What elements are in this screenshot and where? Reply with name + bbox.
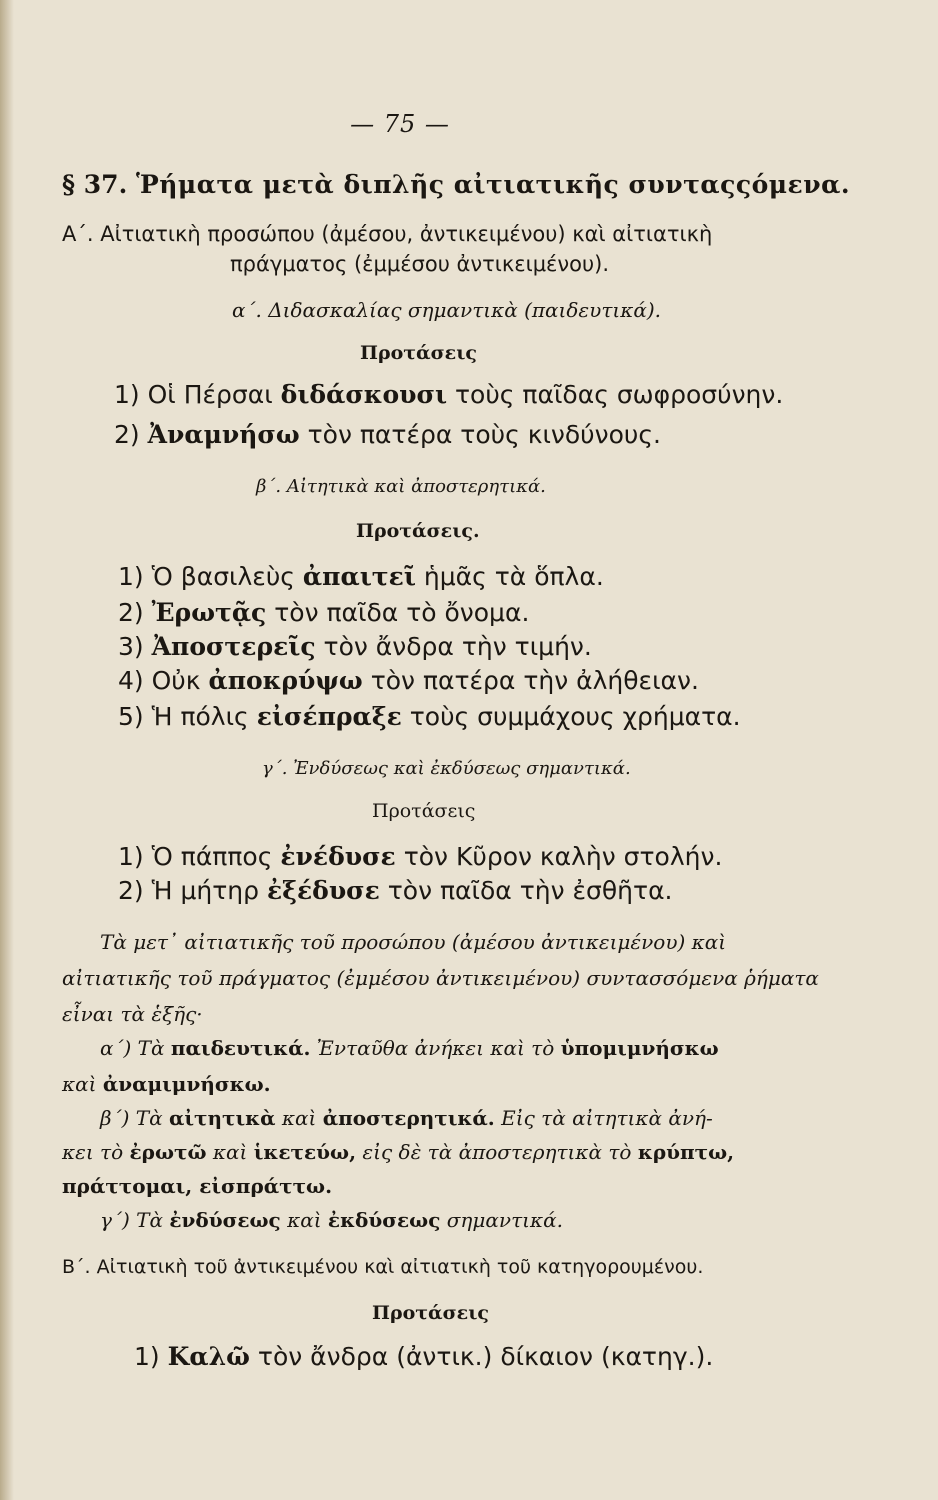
example-a-2: [114, 420, 661, 449]
example-post: τὸν πατέρα τὴν ἀλήθειαν.: [370, 666, 699, 695]
bold-term: παιδευτικά.: [170, 1036, 311, 1060]
text: καὶ: [62, 1072, 97, 1096]
subsection-a-protaseis: Προτάσεις: [360, 342, 477, 364]
bold-term: ἀναμιμνήσκω.: [102, 1072, 271, 1096]
subsection-a-title: α΄. Διδασκαλίας σημαντικὰ (παιδευτικά).: [232, 298, 662, 322]
paragraph-item-b-cont-2: [62, 1174, 332, 1198]
example-mid: τὸν ἄνδρα: [257, 1342, 389, 1371]
paragraph-item-b: [100, 1106, 713, 1130]
example-verb: Καλῶ: [167, 1342, 250, 1371]
example-post: τοὺς συμμάχους χρήματα.: [409, 702, 741, 731]
subsection-b-title: β΄. Αἰτητικὰ καὶ ἀποστερητικά.: [256, 476, 546, 497]
text: Ἐνταῦθα ἀνήκει καὶ τὸ: [316, 1036, 555, 1060]
example-verb: ἐνέδυσε: [280, 842, 396, 871]
example-number: 1): [118, 562, 144, 591]
section-number: § 37.: [62, 170, 128, 199]
paragraph-item-c: [100, 1208, 563, 1232]
page-gutter-shadow: [0, 0, 14, 1500]
subsection-b-protaseis: Προτάσεις.: [356, 520, 480, 542]
example-b-3: [118, 632, 592, 661]
example-c-1: [118, 842, 722, 871]
bold-term: κρύπτω,: [637, 1140, 735, 1164]
bold-term: αἰτητικὰ: [168, 1106, 276, 1130]
example-verb: ἀπαιτεῖ: [302, 562, 416, 591]
text: σημαντικά.: [446, 1208, 563, 1232]
paragraph-line-1: Τὰ μετ᾽ αἰτιατικῆς τοῦ προσώπου (ἀμέσου ἀντικειμένου) καὶ: [100, 930, 727, 954]
example-abbr: (ἀντικ.): [396, 1342, 493, 1371]
paragraph-line-3: εἶναι τὰ ἑξῆς·: [62, 1002, 203, 1026]
section-title: Ῥήματα μετὰ διπλῆς αἰτιατικῆς συνταςςόμενα.: [136, 170, 851, 199]
example-post: τὸν ἄνδρα τὴν τιμήν.: [323, 632, 592, 661]
example-number: 3): [118, 632, 144, 661]
text: καὶ: [212, 1140, 248, 1164]
example-number: 1): [134, 1342, 160, 1371]
example-number: 1): [114, 380, 140, 409]
example-verb: Ἀποστερεῖς: [151, 632, 316, 661]
bold-term: ἐκδύσεως: [327, 1208, 441, 1232]
section-a-line-1: Α΄. Αἰτιατικὴ προσώπου (ἀμέσου, ἀντικειμένου) καὶ αἰτιατικὴ: [62, 222, 713, 246]
example-b-1: [118, 562, 604, 591]
example-abbr: (κατηγ.).: [600, 1342, 714, 1371]
example-post: τὸν παῖδα τὴν ἐσθῆτα.: [387, 876, 673, 905]
bold-term: ὑπομιμνήσκω: [560, 1036, 719, 1060]
paragraph-item-b-cont: [62, 1140, 734, 1164]
example-post: τὸν παῖδα τὸ ὄνομα.: [274, 598, 530, 627]
text: καὶ: [281, 1106, 317, 1130]
example-c-2: [118, 876, 673, 905]
example-verb: εἰσέπραξε: [256, 702, 402, 731]
example-number: 2): [114, 420, 140, 449]
bold-term: πράττομαι, εἰσπράττω.: [62, 1174, 333, 1198]
example-number: 2): [118, 598, 144, 627]
paragraph-line-2: αἰτιατικῆς τοῦ πράγματος (ἐμμέσου ἀντικειμένου) συντασσόμενα ῥήματα: [62, 966, 819, 990]
bold-term: ἀποστερητικά.: [322, 1106, 495, 1130]
section-b-line: Β΄. Αἰτιατικὴ τοῦ ἀντικειμένου καὶ αἰτιατικὴ τοῦ κατηγορουμένου.: [62, 1256, 704, 1278]
example-pre: Οὐκ: [151, 666, 201, 695]
example-verb: διδάσκουσι: [280, 380, 448, 409]
text: κει τὸ: [62, 1140, 124, 1164]
example-number: 2): [118, 876, 144, 905]
example-verb: ἀποκρύψω: [208, 666, 363, 695]
section-a-line-2: πράγματος (ἐμμέσου ἀντικειμένου).: [230, 252, 610, 276]
bold-term: ἐνδύσεως: [169, 1208, 281, 1232]
page-number: — 75 —: [350, 110, 450, 138]
example-number: 4): [118, 666, 144, 695]
section-b-protaseis: Προτάσεις: [372, 1302, 489, 1324]
example-section-b-1: [134, 1342, 713, 1371]
example-post: τὸν Κῦρον καλὴν στολήν.: [403, 842, 723, 871]
example-b-2: [118, 598, 529, 627]
example-b-5: [118, 702, 741, 731]
example-word: δίκαιον: [500, 1342, 594, 1371]
subsection-c-title: γ΄. Ἐνδύσεως καὶ ἐκδύσεως σημαντικά.: [262, 758, 631, 779]
example-b-4: [118, 666, 699, 695]
example-number: 5): [118, 702, 144, 731]
bold-term: ἐρωτῶ: [129, 1140, 207, 1164]
example-verb: Ἐρωτᾷς: [151, 598, 267, 627]
bold-term: ἱκετεύω,: [253, 1140, 357, 1164]
example-pre: Οἱ Πέρσαι: [147, 380, 273, 409]
example-post: τοὺς παῖδας σωφροσύνην.: [455, 380, 784, 409]
example-pre: Ὁ βασιλεὺς: [151, 562, 295, 591]
text: Εἰς τὰ αἰτητικὰ ἀνή-: [501, 1106, 713, 1130]
text: καὶ: [287, 1208, 322, 1232]
example-post: ἡμᾶς τὰ ὅπλα.: [423, 562, 604, 591]
example-pre: Ἡ πόλις: [151, 702, 249, 731]
example-a-1: [114, 380, 783, 409]
example-pre: Ὁ πάππος: [151, 842, 273, 871]
text: α΄) Τὰ: [100, 1036, 165, 1060]
section-heading: [62, 170, 850, 199]
text: β΄) Τὰ: [100, 1106, 163, 1130]
example-post: τὸν πατέρα τοὺς κινδύνους.: [307, 420, 661, 449]
text: γ΄) Τὰ: [100, 1208, 163, 1232]
paragraph-item-a: [100, 1036, 719, 1060]
example-number: 1): [118, 842, 144, 871]
example-pre: Ἡ μήτηρ: [151, 876, 259, 905]
example-verb: Ἀναμνήσω: [147, 420, 300, 449]
example-verb: ἐξέδυσε: [266, 876, 380, 905]
paragraph-item-a-cont: [62, 1072, 271, 1096]
subsection-c-protaseis: Προτάσεις: [372, 800, 476, 822]
text: εἰς δὲ τὰ ἀποστερητικὰ τὸ: [362, 1140, 632, 1164]
